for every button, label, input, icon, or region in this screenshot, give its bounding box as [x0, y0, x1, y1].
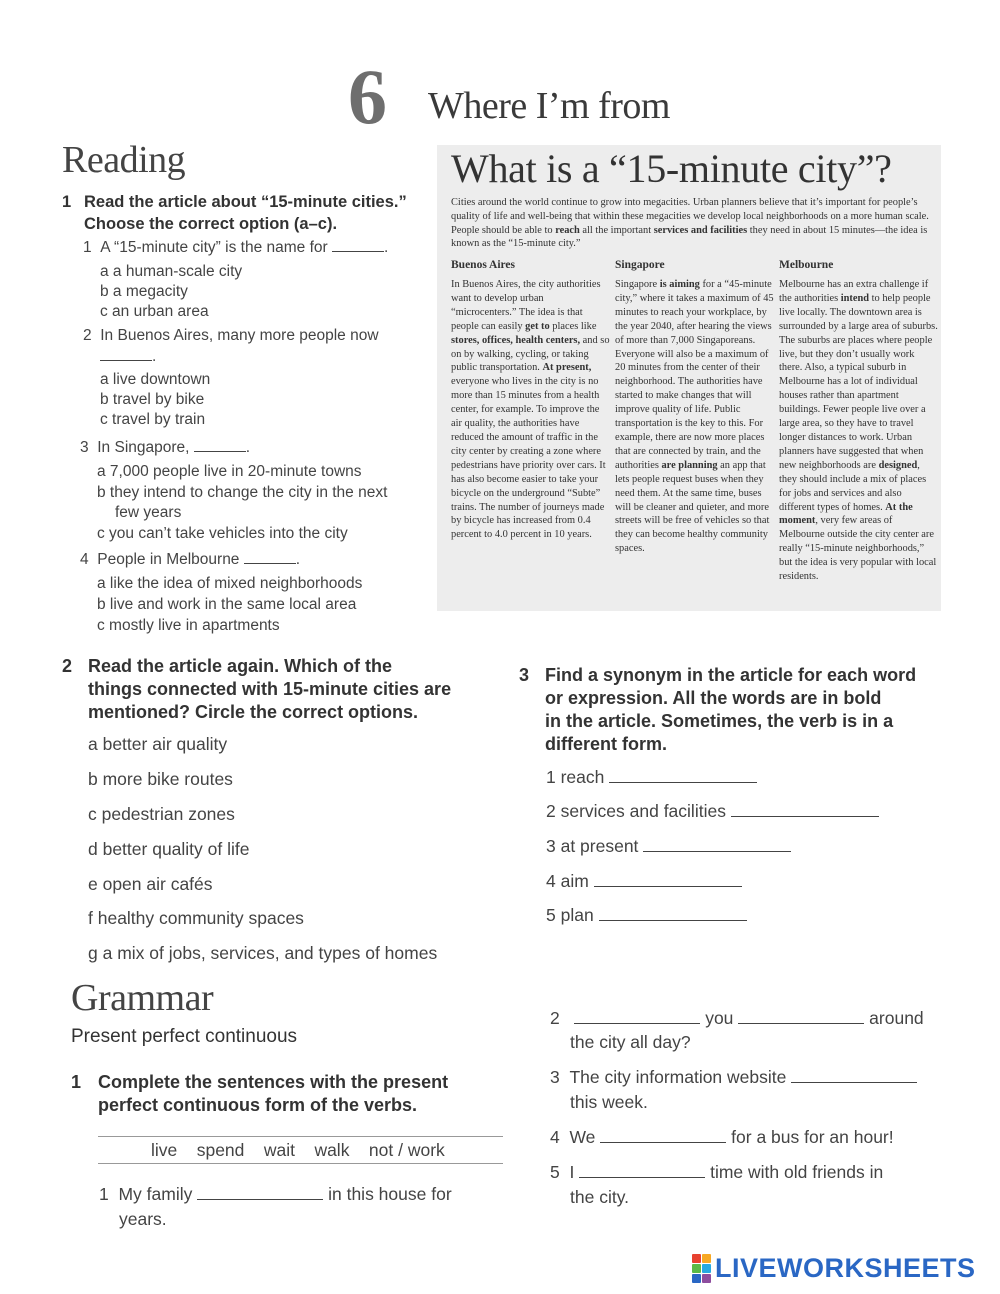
answer-blank[interactable]	[643, 835, 791, 852]
reading-ex2-instruction: 2 Read the article again. Which of the things connected with 15-minute cities are mentioned? Circle the correct options.	[62, 656, 452, 722]
answer-blank[interactable]	[194, 437, 246, 452]
option[interactable]: f healthy community spaces	[88, 908, 304, 928]
sentence-2: 2 you around	[550, 1008, 924, 1028]
option[interactable]: c you can’t take vehicles into the city	[97, 525, 348, 542]
synonym-item: 3 at present	[546, 834, 791, 858]
article-column-melbourne	[779, 258, 939, 584]
option[interactable]: a like the idea of mixed neighborhoods	[97, 575, 363, 592]
question-stem: 1 A “15-minute city” is the name for .	[83, 238, 389, 256]
answer-blank[interactable]	[600, 1126, 726, 1143]
article-column-buenos-aires	[451, 258, 611, 542]
sentence-5: 5 I time with old friends in	[550, 1162, 884, 1182]
word-box-item: live	[151, 1140, 178, 1160]
grammar-title: Grammar	[71, 977, 214, 1019]
sentence-4: 4 We for a bus for an hour!	[550, 1127, 894, 1147]
unit-title: Where I’m from	[428, 85, 670, 127]
question-stem: 3 In Singapore, .	[80, 438, 251, 456]
word-box-top-rule	[98, 1136, 503, 1137]
grammar-ex1-instruction: 1 Complete the sentences with the present perfect continuous form of the verbs.	[71, 1072, 449, 1115]
option[interactable]: c pedestrian zones	[88, 804, 235, 824]
option[interactable]: e open air cafés	[88, 874, 213, 894]
option[interactable]: g a mix of jobs, services, and types of homes	[88, 943, 438, 963]
article-title: What is a “15-minute city”?	[451, 146, 892, 191]
answer-blank[interactable]	[579, 1161, 705, 1178]
column-heading: Singapore	[615, 259, 665, 271]
column-text: Melbourne has an extra challenge if the authorities intend to help people live locally. The downtown area is surrounded by a large area of suburbs. The suburbs are places where people live, but they don’t usually work there. Also, a typical suburb in Melbourne has a lot of individual houses rather than apartment buildings. Fewer people live over a large area, so they have to travel longer distances to work. Urban planners have suggested that when new neighborhoods are designed, they should include a mix of places for jobs and services and also different types of homes. At the moment, very few areas of Melbourne outside the city center are really “15-minute neighborhoods,” but the idea is very popular with local residents.	[779, 279, 938, 583]
option[interactable]: d better quality of life	[88, 839, 250, 859]
column-heading: Melbourne	[779, 259, 834, 271]
sentence-2-continued: the city all day?	[570, 1032, 691, 1052]
synonym-item: 4 aim	[546, 869, 742, 893]
sentence-1-continued: years.	[119, 1209, 167, 1229]
reading-ex1-instruction: 1 Read the article about “15-minute cities.” Choose the correct option (a–c).	[62, 193, 407, 233]
synonym-item: 5 plan	[546, 903, 747, 927]
answer-blank[interactable]	[332, 237, 384, 252]
word-box-item: spend	[196, 1140, 245, 1160]
liveworksheets-logo[interactable]	[692, 1253, 976, 1283]
synonym-item: 1 reach	[546, 765, 757, 789]
unit-number: 6	[348, 53, 387, 140]
exercise-number: 3	[519, 665, 530, 685]
column-text: Singapore is aiming for a “45-minute city,” where it takes a maximum of 45 minutes to reach your workplace, by the year 2040, after hearing the views of more than 7,000 Singaporeans. Everyone will also be a maximum of 20 minutes from the center of their neighborhood. The authorities have started to make changes that will improve quality of life. Public transportation is the key to this. For example, there are now more places that are connected by train, and the authorities are planning an app that lets people request buses when they need them. At the same time, buses will be cleaner and quieter, and more streets will be free of vehicles so that they can become healthy community spaces.	[615, 279, 774, 555]
logo-mark-icon	[692, 1254, 711, 1283]
answer-blank[interactable]	[197, 1183, 323, 1200]
option[interactable]: a live downtown	[100, 371, 211, 388]
reading-ex3-instruction: 3 Find a synonym in the article for each word or expression. All the words are in bold in the article. Sometimes, the verb is in a different form.	[519, 665, 917, 754]
sentence-3: 3 The city information website	[550, 1065, 917, 1089]
exercise-number: 2	[62, 656, 73, 676]
word-box-item: wait	[263, 1140, 295, 1160]
answer-blank[interactable]	[244, 549, 296, 564]
article-column-singapore	[615, 258, 775, 556]
sentence-1: 1 My family in this house for	[99, 1184, 452, 1204]
sentence-5-continued: the city.	[570, 1187, 630, 1207]
word-box-item: walk	[314, 1140, 350, 1160]
word-box-item: not / work	[368, 1140, 445, 1160]
option[interactable]: b they intend to change the city in the next	[97, 484, 388, 501]
question-stem: 2 In Buenos Aires, many more people now	[83, 327, 379, 344]
word-box-bottom-rule	[98, 1163, 503, 1164]
column-heading: Buenos Aires	[451, 259, 516, 271]
option[interactable]: a better air quality	[88, 734, 228, 754]
word-box	[151, 1138, 445, 1162]
option[interactable]: c mostly live in apartments	[97, 617, 280, 634]
reading-title: Reading	[62, 139, 186, 181]
exercise-number: 1	[71, 1072, 82, 1092]
option[interactable]: b travel by bike	[100, 391, 205, 408]
option[interactable]: b more bike routes	[88, 769, 233, 789]
option[interactable]: c travel by train	[100, 411, 206, 428]
synonym-item: 2 services and facilities	[546, 799, 879, 823]
answer-blank[interactable]	[599, 904, 747, 921]
question-stem-blank: .	[100, 346, 156, 367]
option[interactable]: b live and work in the same local area	[97, 596, 357, 613]
brand-name: LIVEWORKSHEETS	[715, 1252, 976, 1283]
grammar-subtitle: Present perfect continuous	[71, 1026, 298, 1047]
article-intro: Cities around the world continue to grow into megacities. Urban planners believe that it’s important for people’s quality of life and well-being that within these megacities we develop local neighborhoods on a more human scale. People should be able to reach all the important services and facilities they need in about 15 minutes—the idea is known as the “15-minute city.”	[451, 197, 929, 250]
option[interactable]: a 7,000 people live in 20-minute towns	[97, 463, 362, 480]
option[interactable]: c an urban area	[100, 303, 209, 320]
column-text: In Buenos Aires, the city authorities want to develop urban “microcenters.” The idea is that people can easily get to places like stores, offices, health centers, and so on by walking, cycling, or taking public transportation. At present, everyone who lives in the city is no more than 15 minutes from a health center, for example. To improve the air quality, the authorities have reduced the amount of traffic in the city center by creating a zone where pedestrians have priority over cars. It has also become easier to take your bicycle on the underground “Subte” trains. The number of journeys made by bicycle has increased from 0.4 percent to 4.0 percent in 10 years.	[451, 279, 610, 541]
sentence-3-continued: this week.	[570, 1092, 648, 1112]
option[interactable]: b a megacity	[100, 283, 188, 300]
answer-blank[interactable]	[731, 800, 879, 817]
answer-blank[interactable]	[791, 1066, 917, 1083]
answer-blank[interactable]	[594, 870, 742, 887]
question-stem: 4 People in Melbourne .	[80, 550, 301, 568]
answer-blank[interactable]	[738, 1007, 864, 1024]
answer-blank[interactable]	[609, 766, 757, 783]
answer-blank[interactable]	[574, 1007, 700, 1024]
option-continued: few years	[115, 504, 182, 521]
exercise-number: 1	[62, 193, 72, 211]
option[interactable]: a a human-scale city	[100, 263, 243, 280]
answer-blank[interactable]	[100, 346, 152, 361]
article-panel	[437, 145, 941, 611]
